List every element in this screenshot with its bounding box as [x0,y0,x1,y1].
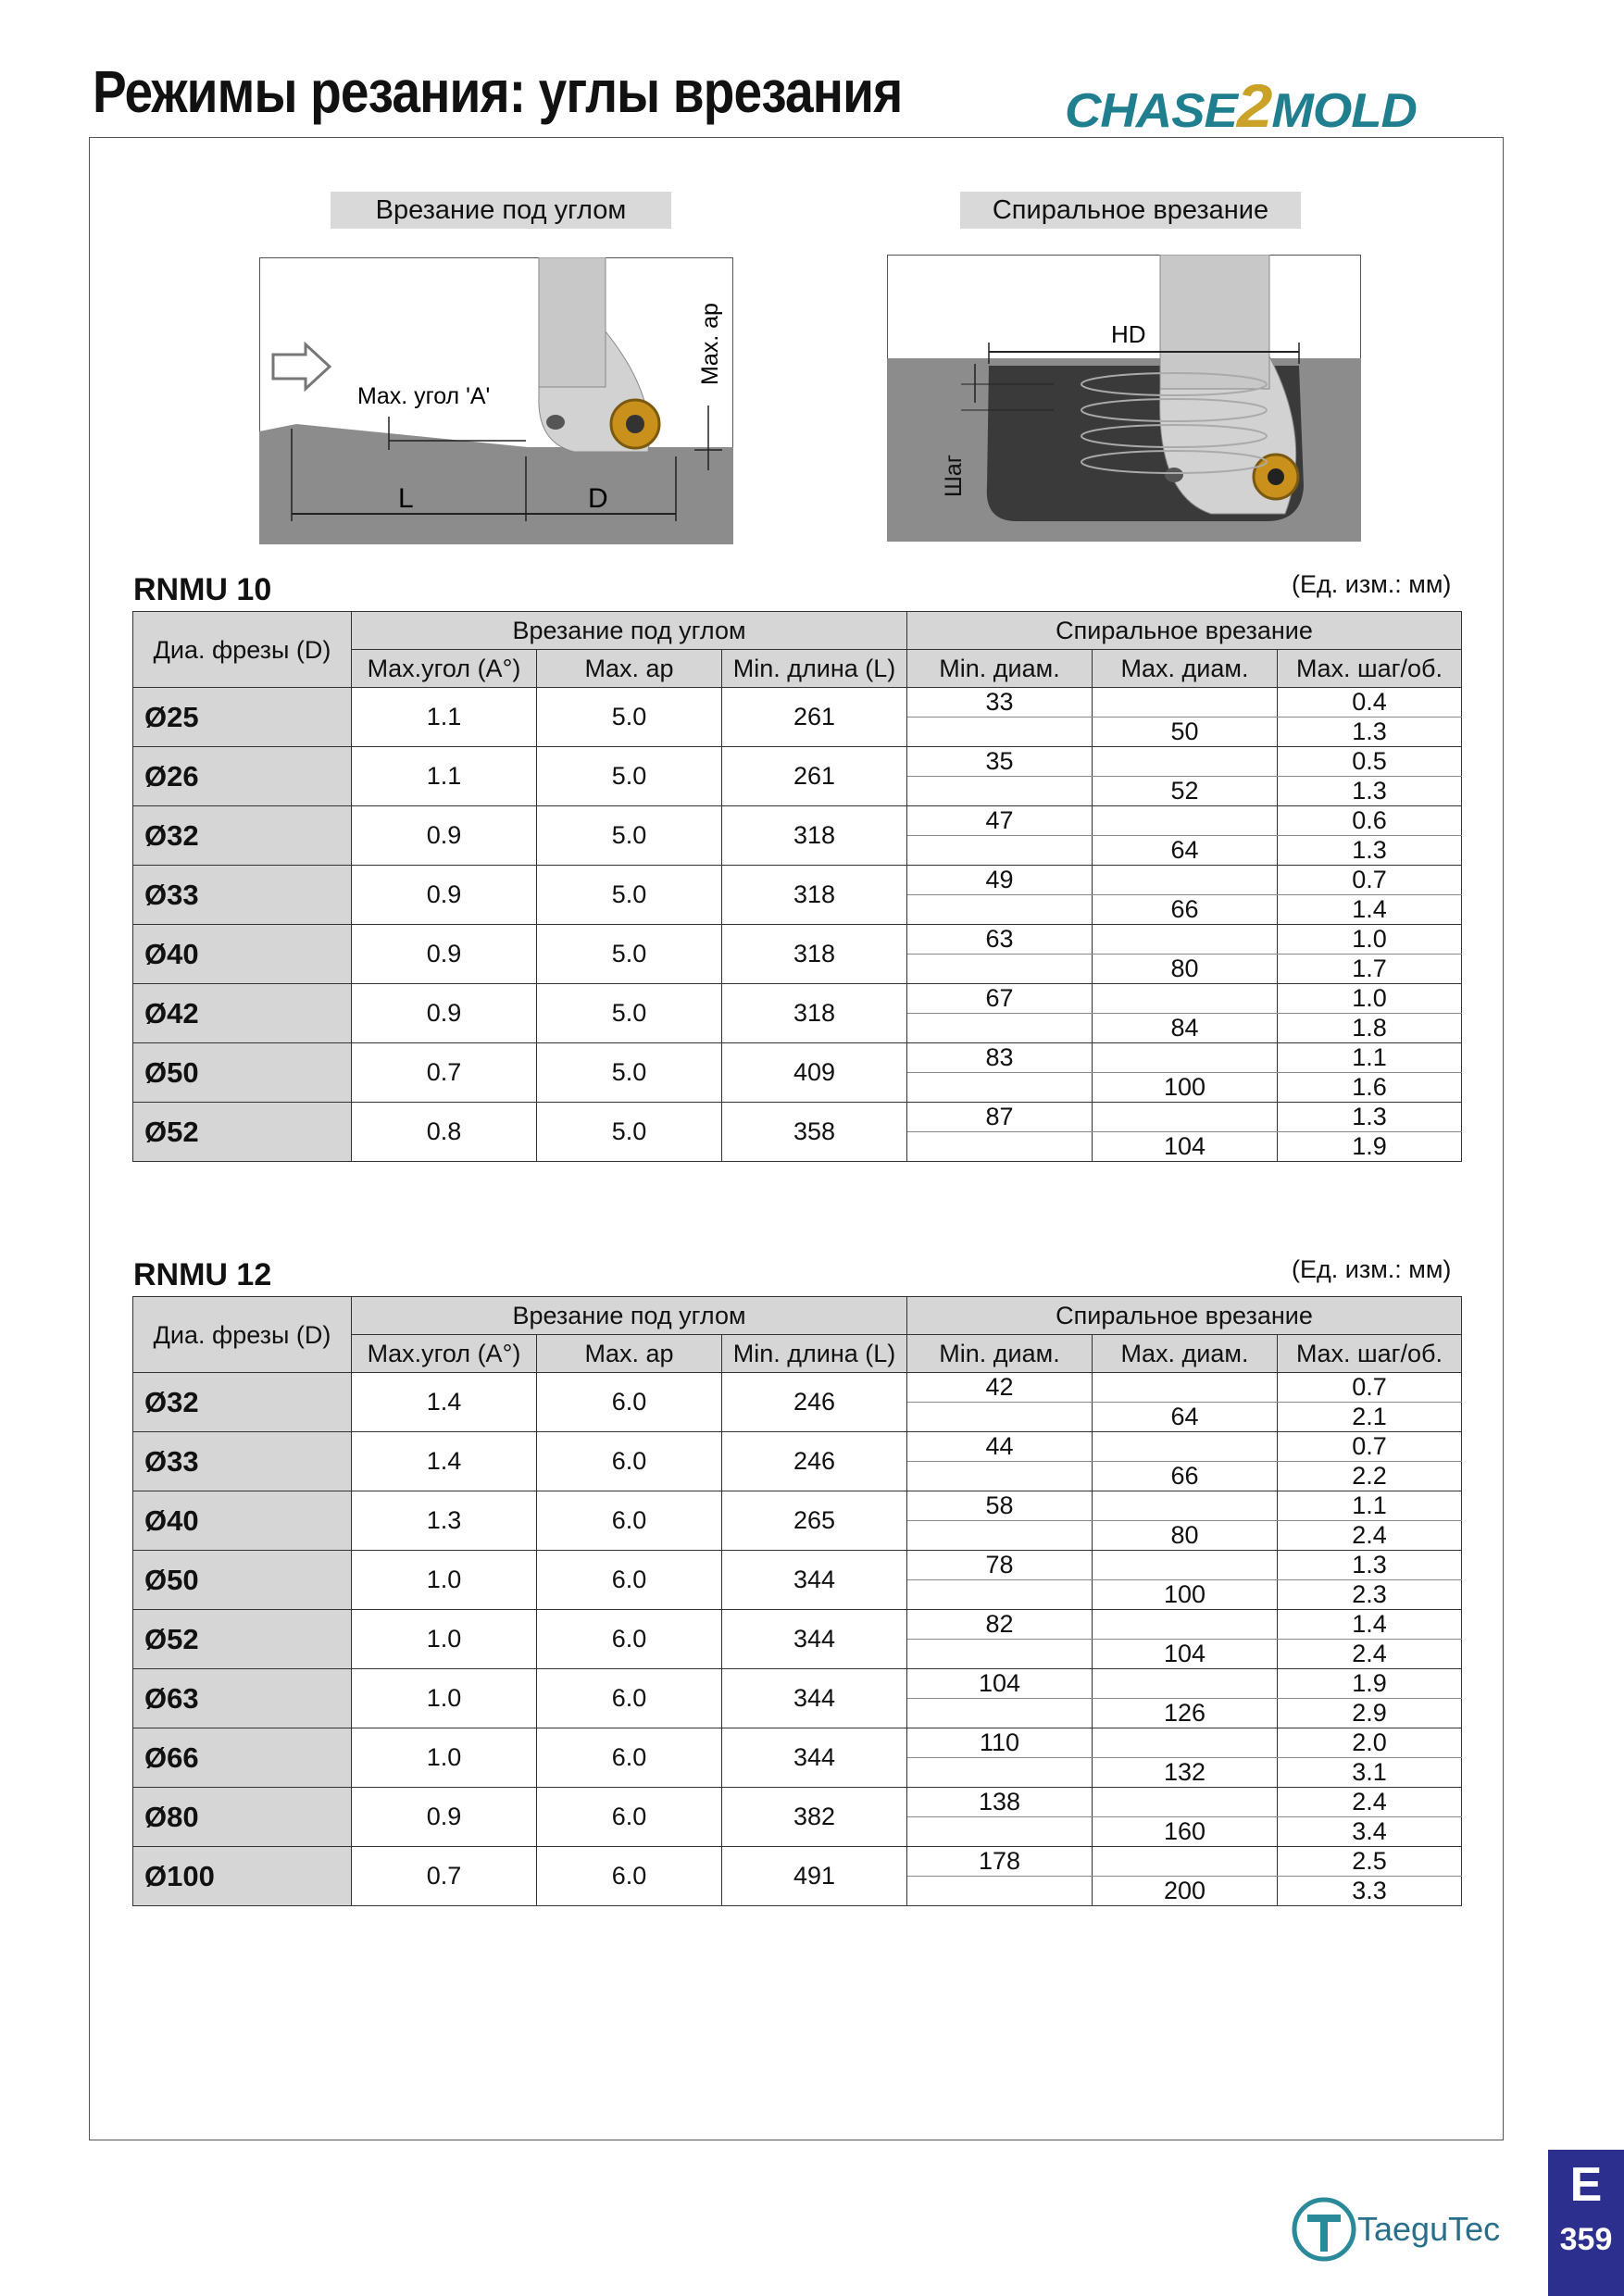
cell-min-dia-empty [907,1640,1093,1669]
cell-min-dia: 78 [907,1551,1093,1580]
pitch-label: Шаг [941,455,967,497]
header-max-pitch: Max. шаг/об. [1278,650,1462,688]
cell-min-dia: 49 [907,866,1093,895]
cell-dia: Ø52 [133,1103,352,1162]
header-ap: Max. ap [537,1335,722,1373]
cell-max-dia-empty [1093,1847,1278,1877]
header-max-pitch: Max. шаг/об. [1278,1335,1462,1373]
cell-dia: Ø32 [133,1373,352,1432]
logo-t-shape [1307,2218,1341,2252]
cell-ap: 6.0 [537,1788,722,1847]
cell-dia: Ø32 [133,806,352,866]
helical-diagram [887,255,1361,542]
cell-angle: 0.8 [352,1103,537,1162]
cell-ap: 6.0 [537,1669,722,1728]
header-max-dia: Max. диам. [1093,1335,1278,1373]
cell-min-dia: 104 [907,1669,1093,1699]
cell-pitch-min: 0.4 [1278,688,1462,718]
cell-max-dia-empty [1093,1373,1278,1403]
cell-max-dia: 104 [1093,1640,1278,1669]
cell-angle: 0.7 [352,1043,537,1103]
cell-ap: 5.0 [537,747,722,806]
table-row [133,1043,1462,1073]
header-min-length: Min. длина (L) [722,650,907,688]
header-dia: Диа. фрезы (D) [133,612,352,688]
cell-max-dia: 100 [1093,1580,1278,1610]
section-tab [1548,2150,1624,2296]
insert-screw-left-shape [1165,468,1183,482]
cell-dia: Ø33 [133,866,352,925]
cell-min-dia: 67 [907,984,1093,1014]
table-row [133,688,1462,718]
cell-min-dia-empty [907,955,1093,984]
taegutec-logo [1289,2187,1539,2270]
page-title: Режимы резания: углы врезания [93,58,903,125]
cell-angle: 1.0 [352,1551,537,1610]
cell-max-dia: 50 [1093,718,1278,747]
table-row [133,1491,1462,1521]
cell-pitch-min: 0.6 [1278,806,1462,836]
unit-label-rnmu10: (Ед. изм.: мм) [1292,570,1452,598]
header-min-length: Min. длина (L) [722,1335,907,1373]
cell-min-dia: 33 [907,688,1093,718]
cell-pitch-min: 2.0 [1278,1728,1462,1758]
cell-dia: Ø52 [133,1610,352,1669]
cell-min-length: 246 [722,1373,907,1432]
cell-min-dia-empty [907,1817,1093,1847]
cell-max-dia-empty [1093,1788,1278,1817]
cell-max-dia-empty [1093,1728,1278,1758]
table-row [133,1847,1462,1877]
cell-min-length: 261 [722,688,907,747]
table-row [133,1728,1462,1758]
cell-dia: Ø33 [133,1432,352,1491]
cell-angle: 1.1 [352,688,537,747]
cell-max-dia: 104 [1093,1132,1278,1162]
ramping-diagram-label: Врезание под углом [331,192,671,229]
cell-min-dia-empty [907,1580,1093,1610]
table-title-rnmu10: RNMU 10 [133,572,272,607]
table-title-rnmu12: RNMU 12 [133,1257,272,1292]
cell-pitch-min: 0.7 [1278,866,1462,895]
cell-angle: 0.9 [352,806,537,866]
brand-text-left: CHASE [1065,84,1237,138]
table-row [133,866,1462,895]
hd-label: HD [1111,320,1146,348]
header-angle: Max.угол (A°) [352,650,537,688]
cell-pitch-min: 1.3 [1278,1551,1462,1580]
cell-dia: Ø50 [133,1551,352,1610]
cell-min-dia: 138 [907,1788,1093,1817]
cell-pitch-max: 3.4 [1278,1817,1462,1847]
table-row [133,1432,1462,1462]
cell-min-dia: 42 [907,1373,1093,1403]
cell-ap: 6.0 [537,1432,722,1491]
cell-ap: 6.0 [537,1491,722,1551]
cell-pitch-max: 1.3 [1278,836,1462,866]
cell-min-dia-empty [907,1073,1093,1103]
cell-min-dia: 110 [907,1728,1093,1758]
cell-max-dia-empty [1093,866,1278,895]
max-ap-label: Max. ap [697,303,723,385]
cell-min-length: 318 [722,925,907,984]
cell-pitch-min: 2.5 [1278,1847,1462,1877]
cell-min-length: 344 [722,1728,907,1788]
cell-max-dia-empty [1093,1043,1278,1073]
header-ap: Max. ap [537,650,722,688]
cell-min-dia: 87 [907,1103,1093,1132]
table-row [133,747,1462,777]
cell-dia: Ø80 [133,1788,352,1847]
unit-label-rnmu12: (Ед. изм.: мм) [1292,1255,1452,1283]
helical-diagram-label: Спиральное врезание [960,192,1301,229]
cell-max-dia: 200 [1093,1877,1278,1906]
cell-pitch-max: 2.3 [1278,1580,1462,1610]
cell-pitch-max: 3.1 [1278,1758,1462,1788]
cell-pitch-max: 2.9 [1278,1699,1462,1728]
max-angle-label: Max. угол 'A' [357,383,491,409]
cell-dia: Ø42 [133,984,352,1043]
cell-min-dia: 47 [907,806,1093,836]
cell-ap: 6.0 [537,1847,722,1906]
cell-max-dia: 100 [1093,1073,1278,1103]
cell-pitch-max: 2.4 [1278,1640,1462,1669]
cell-ap: 5.0 [537,1043,722,1103]
cell-max-dia: 84 [1093,1014,1278,1043]
cell-ap: 6.0 [537,1728,722,1788]
cutting-table-rnmu10 [132,611,1462,1162]
cell-dia: Ø63 [133,1669,352,1728]
cell-min-dia: 44 [907,1432,1093,1462]
cell-angle: 0.9 [352,925,537,984]
l-label: L [398,483,414,514]
cell-min-length: 344 [722,1610,907,1669]
d-label: D [588,483,608,514]
cell-angle: 0.9 [352,866,537,925]
cell-max-dia-empty [1093,806,1278,836]
cell-min-length: 382 [722,1788,907,1847]
cell-pitch-min: 1.1 [1278,1043,1462,1073]
cell-min-length: 261 [722,747,907,806]
cell-dia: Ø50 [133,1043,352,1103]
table-row [133,1103,1462,1132]
cell-min-dia-empty [907,718,1093,747]
cell-pitch-max: 1.4 [1278,895,1462,925]
cell-dia: Ø40 [133,1491,352,1551]
cell-min-dia-empty [907,1758,1093,1788]
cell-pitch-min: 2.4 [1278,1788,1462,1817]
table-row [133,1669,1462,1699]
cell-pitch-min: 1.4 [1278,1610,1462,1640]
cell-pitch-max: 3.3 [1278,1877,1462,1906]
cell-ap: 6.0 [537,1610,722,1669]
table-row [133,984,1462,1014]
cell-ap: 6.0 [537,1551,722,1610]
tool-shank-shape [539,257,606,396]
cell-min-length: 318 [722,806,907,866]
cell-min-length: 344 [722,1551,907,1610]
cell-pitch-max: 2.1 [1278,1403,1462,1432]
cell-dia: Ø100 [133,1847,352,1906]
cell-dia: Ø26 [133,747,352,806]
cell-dia: Ø25 [133,688,352,747]
cell-max-dia: 64 [1093,1403,1278,1432]
cell-dia: Ø40 [133,925,352,984]
insert-screw-shape [626,415,644,433]
cell-max-dia-empty [1093,984,1278,1014]
page-number: 359 [1559,2222,1613,2257]
cell-max-dia: 64 [1093,836,1278,866]
cell-max-dia-empty [1093,1610,1278,1640]
cell-min-dia: 63 [907,925,1093,955]
cell-angle: 1.0 [352,1669,537,1728]
cell-ap: 5.0 [537,688,722,747]
header-group-helical: Спиральное врезание [907,612,1462,650]
cell-pitch-min: 0.7 [1278,1373,1462,1403]
section-letter: E [1569,2158,1603,2212]
cell-max-dia-empty [1093,1432,1278,1462]
table-row [133,925,1462,955]
cell-pitch-max: 1.7 [1278,955,1462,984]
cutting-table-rnmu12 [132,1296,1462,1906]
header-group-ramp: Врезание под углом [352,612,907,650]
cell-min-dia: 35 [907,747,1093,777]
header-dia: Диа. фрезы (D) [133,1297,352,1373]
insert-screw-shape [1268,468,1284,485]
cell-max-dia: 132 [1093,1758,1278,1788]
header-group-helical: Спиральное врезание [907,1297,1462,1335]
cell-pitch-max: 1.6 [1278,1073,1462,1103]
cell-max-dia-empty [1093,1103,1278,1132]
cell-angle: 0.9 [352,984,537,1043]
cell-ap: 5.0 [537,925,722,984]
table-row [133,1373,1462,1403]
brand-logo [1065,70,1417,141]
cell-min-length: 344 [722,1669,907,1728]
cell-pitch-max: 2.4 [1278,1521,1462,1551]
header-min-dia: Min. диам. [907,1335,1093,1373]
cell-pitch-min: 0.7 [1278,1432,1462,1462]
cell-min-length: 318 [722,866,907,925]
cell-min-dia-empty [907,895,1093,925]
cell-min-length: 409 [722,1043,907,1103]
cell-min-length: 265 [722,1491,907,1551]
cell-ap: 5.0 [537,866,722,925]
cell-pitch-min: 1.3 [1278,1103,1462,1132]
cell-min-dia-empty [907,1132,1093,1162]
cell-angle: 1.1 [352,747,537,806]
cell-max-dia: 52 [1093,777,1278,806]
cell-min-length: 358 [722,1103,907,1162]
header-max-dia: Max. диам. [1093,650,1278,688]
cell-min-length: 246 [722,1432,907,1491]
table-row [133,1551,1462,1580]
header-min-dia: Min. диам. [907,650,1093,688]
cell-min-length: 318 [722,984,907,1043]
cell-angle: 1.0 [352,1728,537,1788]
cell-min-dia-empty [907,1877,1093,1906]
cell-min-dia-empty [907,777,1093,806]
cell-max-dia: 126 [1093,1699,1278,1728]
table-row [133,1788,1462,1817]
header-angle: Max.угол (A°) [352,1335,537,1373]
cell-pitch-max: 2.2 [1278,1462,1462,1491]
cell-ap: 5.0 [537,1103,722,1162]
cell-max-dia-empty [1093,1669,1278,1699]
cell-min-length: 491 [722,1847,907,1906]
cell-max-dia-empty [1093,688,1278,718]
cell-pitch-min: 1.1 [1278,1491,1462,1521]
ramping-diagram [259,257,733,544]
cell-max-dia: 80 [1093,955,1278,984]
cell-min-dia: 82 [907,1610,1093,1640]
cell-pitch-max: 1.8 [1278,1014,1462,1043]
brand-text-right: MOLD [1271,84,1417,138]
table-row [133,806,1462,836]
cell-ap: 5.0 [537,984,722,1043]
cell-angle: 0.7 [352,1847,537,1906]
cell-angle: 1.3 [352,1491,537,1551]
cell-pitch-min: 1.0 [1278,984,1462,1014]
cell-max-dia: 80 [1093,1521,1278,1551]
cell-ap: 6.0 [537,1373,722,1432]
cell-min-dia-empty [907,1462,1093,1491]
cell-min-dia: 58 [907,1491,1093,1521]
cell-min-dia-empty [907,1403,1093,1432]
footer-brand: TaeguTec [1357,2210,1501,2248]
cell-angle: 1.4 [352,1432,537,1491]
cell-min-dia: 178 [907,1847,1093,1877]
cell-min-dia-empty [907,836,1093,866]
cell-max-dia: 66 [1093,895,1278,925]
cell-angle: 0.9 [352,1788,537,1847]
cell-angle: 1.0 [352,1610,537,1669]
cell-pitch-min: 0.5 [1278,747,1462,777]
cell-max-dia-empty [1093,1551,1278,1580]
cell-min-dia-empty [907,1014,1093,1043]
cell-pitch-max: 1.3 [1278,777,1462,806]
cell-min-dia-empty [907,1521,1093,1551]
cell-min-dia: 83 [907,1043,1093,1073]
cell-pitch-min: 1.0 [1278,925,1462,955]
cell-dia: Ø66 [133,1728,352,1788]
cell-angle: 1.4 [352,1373,537,1432]
cell-min-dia-empty [907,1699,1093,1728]
cell-pitch-max: 1.3 [1278,718,1462,747]
brand-text-mid: 2 [1236,71,1272,140]
cell-pitch-max: 1.9 [1278,1132,1462,1162]
header-group-ramp: Врезание под углом [352,1297,907,1335]
cell-max-dia-empty [1093,925,1278,955]
cell-max-dia: 160 [1093,1817,1278,1847]
cell-ap: 5.0 [537,806,722,866]
insert-screw-left-shape [546,415,565,430]
cell-max-dia-empty [1093,1491,1278,1521]
cell-max-dia: 66 [1093,1462,1278,1491]
cell-max-dia-empty [1093,747,1278,777]
table-row [133,1610,1462,1640]
cell-pitch-min: 1.9 [1278,1669,1462,1699]
